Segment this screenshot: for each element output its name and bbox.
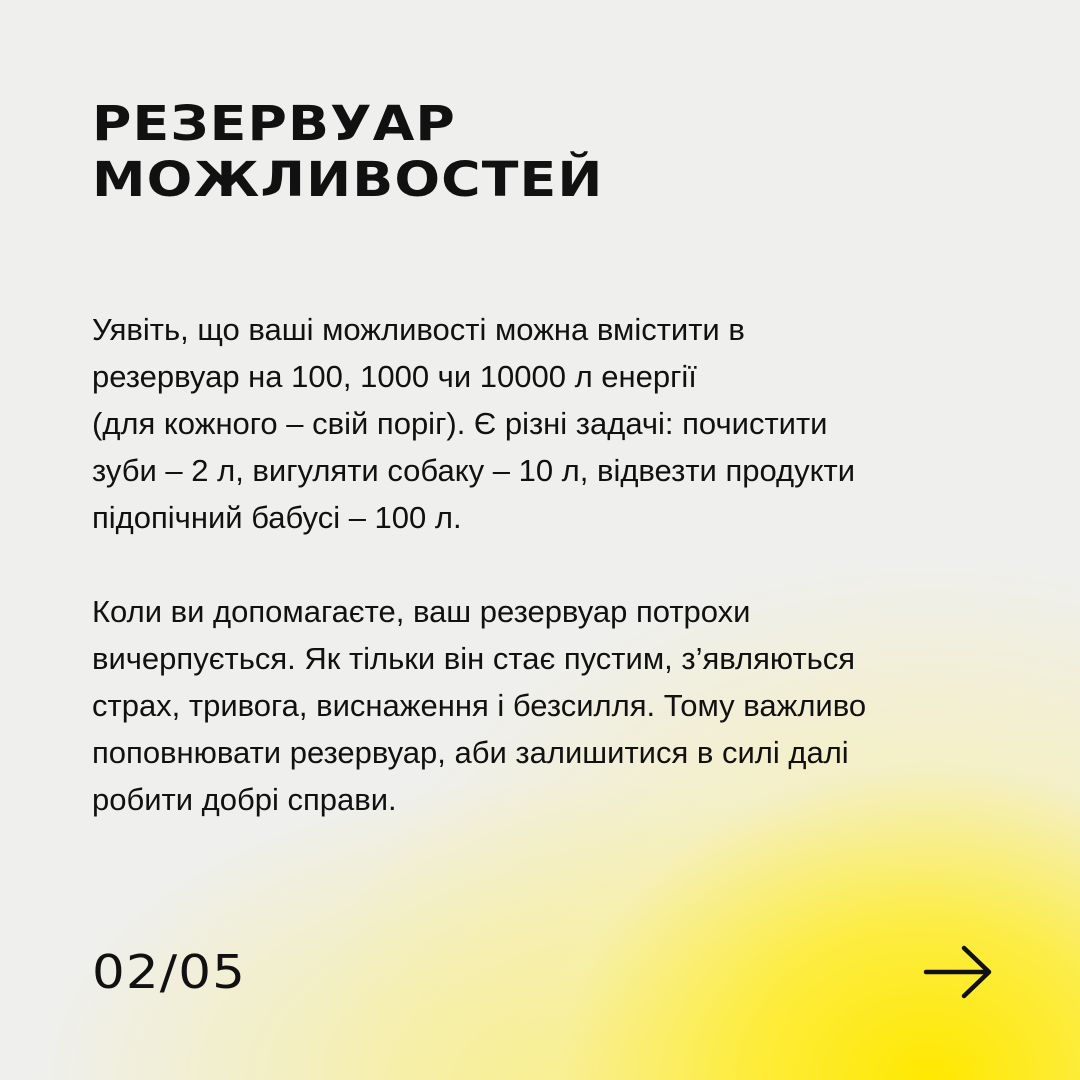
title-line-1: РЕЗЕРВУАР xyxy=(92,96,456,152)
page-counter: 02/05 xyxy=(92,945,247,999)
title-line-2: МОЖЛИВОСТЕЙ xyxy=(92,152,604,208)
slide-title xyxy=(92,96,603,208)
body-text xyxy=(92,306,992,823)
paragraph-2: Коли ви допомагаєте, ваш резервуар потрохи вичерпується. Як тільки він стає пустим, з’являються страх, тривога, виснаження і безсилля. Тому важливо поповнювати резервуар, аби залишитися в силі далі робити добрі справи. xyxy=(92,594,867,817)
paragraph-1: Уявіть, що ваші можливості можна вмістити в резервуар на 100, 1000 чи 10000 л енергії (для кожного – свій поріг). Є різні задачі: почистити зуби – 2 л, вигуляти собаку – 10 л, відвезти продукти підопічний бабусі – 100 л. xyxy=(92,312,856,535)
next-slide-button[interactable] xyxy=(920,942,996,1002)
arrow-right-icon xyxy=(920,942,996,1002)
